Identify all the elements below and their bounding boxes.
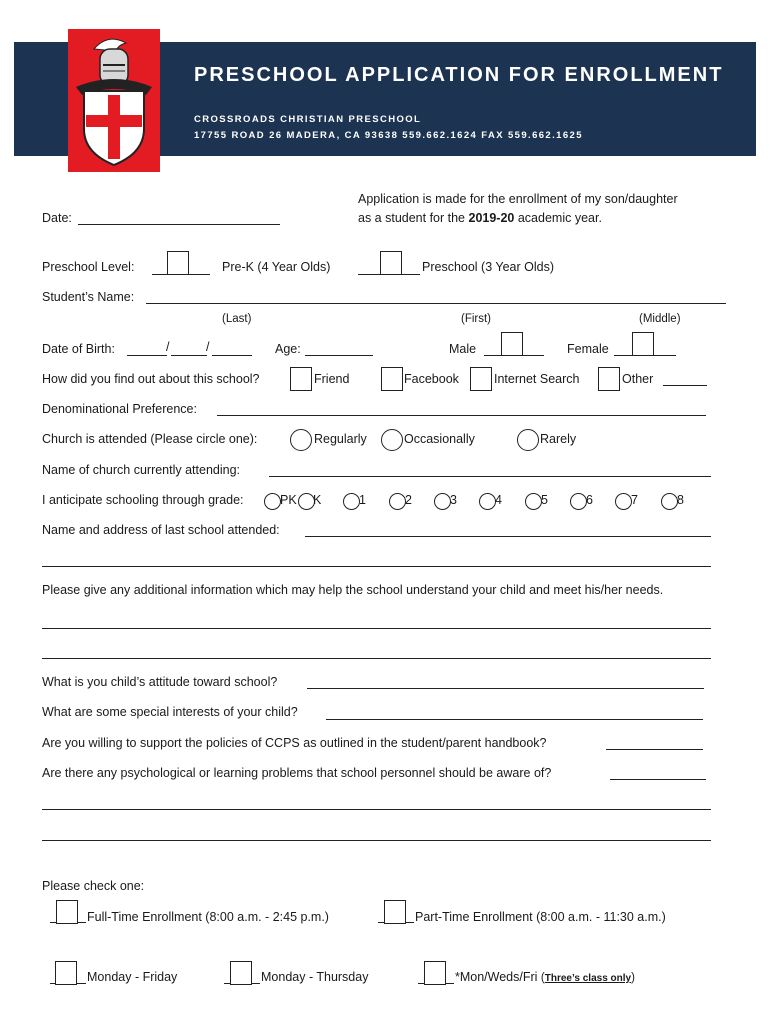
grade-7-label: 7 <box>631 493 638 507</box>
regularly-label: Regularly <box>314 432 367 446</box>
grade-1-radio[interactable] <box>343 493 360 510</box>
grade-5-label: 5 <box>541 493 548 507</box>
dob-label: Date of Birth: <box>42 342 115 356</box>
form-title: PRESCHOOL APPLICATION FOR ENROLLMENT <box>194 64 724 86</box>
grade-6-radio[interactable] <box>570 493 587 510</box>
internet-search-checkbox[interactable] <box>470 367 492 391</box>
check-one-label: Please check one: <box>42 879 145 893</box>
problems-label: Are there any psychological or learning problems that school personnel should be aware of? <box>42 766 552 780</box>
prek-label: Pre-K (4 Year Olds) <box>222 260 331 274</box>
grade-2-label: 2 <box>405 493 412 507</box>
grade-4-label: 4 <box>495 493 502 507</box>
grade-5-radio[interactable] <box>525 493 542 510</box>
prek-checkbox[interactable] <box>167 251 189 275</box>
male-checkbox[interactable] <box>501 332 523 356</box>
mon-thu-checkbox[interactable] <box>230 961 252 985</box>
dob-month-input[interactable] <box>127 355 167 356</box>
facebook-checkbox[interactable] <box>381 367 403 391</box>
male-label: Male <box>449 342 477 356</box>
friend-label: Friend <box>314 372 350 386</box>
preschool-level-label: Preschool Level: <box>42 260 135 274</box>
occasionally-radio[interactable] <box>381 429 403 451</box>
intro-line-1: Application is made for the enrollment of my son/daughter <box>358 192 678 206</box>
interests-input[interactable] <box>326 719 703 720</box>
mon-thu-label: Monday - Thursday <box>261 970 369 984</box>
part-time-checkbox[interactable] <box>384 900 406 924</box>
date-label: Date: <box>42 211 72 225</box>
attitude-input[interactable] <box>307 688 704 689</box>
grade-4-radio[interactable] <box>479 493 496 510</box>
threes-class-note: Three’s class only <box>544 973 632 984</box>
grade-2-radio[interactable] <box>389 493 406 510</box>
problems-input[interactable] <box>610 779 706 780</box>
additional-info-input-line-1[interactable] <box>42 628 711 629</box>
other-input[interactable] <box>663 385 707 386</box>
rarely-radio[interactable] <box>517 429 539 451</box>
problems-input-line-2[interactable] <box>42 809 711 810</box>
grade-k-label: K <box>313 493 322 507</box>
additional-info-input-line-2[interactable] <box>42 658 711 659</box>
other-label: Other <box>622 372 654 386</box>
mwf-checkbox[interactable] <box>424 961 446 985</box>
grade-8-label: 8 <box>677 493 684 507</box>
last-name-caption: (Last) <box>222 313 252 325</box>
interests-label: What are some special interests of your child? <box>42 705 298 719</box>
last-school-input-line-2[interactable] <box>42 566 711 567</box>
female-label: Female <box>567 342 609 356</box>
mon-fri-label: Monday - Friday <box>87 970 178 984</box>
full-time-checkbox[interactable] <box>56 900 78 924</box>
dob-slash: / <box>166 340 170 354</box>
policies-input[interactable] <box>606 749 703 750</box>
rarely-label: Rarely <box>540 432 577 446</box>
female-checkbox[interactable] <box>632 332 654 356</box>
last-school-input[interactable] <box>305 536 711 537</box>
find-out-question: How did you find out about this school? <box>42 372 260 386</box>
mwf-label: *Mon/Weds/Fri (Three’s class only) <box>455 970 635 984</box>
grade-1-label: 1 <box>359 493 366 507</box>
friend-checkbox[interactable] <box>290 367 312 391</box>
church-name-input[interactable] <box>269 476 711 477</box>
last-school-label: Name and address of last school attended: <box>42 523 280 537</box>
full-time-label: Full-Time Enrollment (8:00 a.m. - 2:45 p.m.) <box>87 910 329 924</box>
school-address: 17755 ROAD 26 MADERA, CA 93638 559.662.1624 FAX 559.662.1625 <box>194 130 583 141</box>
occasionally-label: Occasionally <box>404 432 475 446</box>
grade-3-radio[interactable] <box>434 493 451 510</box>
grade-pk-radio[interactable] <box>264 493 281 510</box>
attitude-label: What is you child’s attitude toward school? <box>42 675 278 689</box>
grade-3-label: 3 <box>450 493 457 507</box>
additional-info-label: Please give any additional information which may help the school understand your child and meet his/her needs. <box>42 583 664 597</box>
date-input[interactable] <box>78 224 280 225</box>
internet-search-label: Internet Search <box>494 372 580 386</box>
dob-slash: / <box>206 340 210 354</box>
age-label: Age: <box>275 342 301 356</box>
preschool-label: Preschool (3 Year Olds) <box>422 260 555 274</box>
problems-input-line-3[interactable] <box>42 840 711 841</box>
grade-8-radio[interactable] <box>661 493 678 510</box>
facebook-label: Facebook <box>404 372 459 386</box>
denomination-input[interactable] <box>217 415 706 416</box>
regularly-radio[interactable] <box>290 429 312 451</box>
grade-pk-label: PK <box>280 493 297 507</box>
school-name: CROSSROADS CHRISTIAN PRESCHOOL <box>194 114 422 125</box>
dob-day-input[interactable] <box>171 355 207 356</box>
grade-7-radio[interactable] <box>615 493 632 510</box>
other-checkbox[interactable] <box>598 367 620 391</box>
church-name-label: Name of church currently attending: <box>42 463 241 477</box>
schooling-grade-label: I anticipate schooling through grade: <box>42 493 244 507</box>
student-name-input[interactable] <box>146 303 726 304</box>
policies-label: Are you willing to support the policies of CCPS as outlined in the student/parent handbook? <box>42 736 547 750</box>
dob-year-input[interactable] <box>212 355 252 356</box>
grade-6-label: 6 <box>586 493 593 507</box>
part-time-label: Part-Time Enrollment (8:00 a.m. - 11:30 a.m.) <box>415 910 666 924</box>
first-name-caption: (First) <box>461 313 492 325</box>
church-attendance-label: Church is attended (Please circle one): <box>42 432 258 446</box>
intro-line-2: as a student for the 2019-20 academic year. <box>358 211 602 225</box>
middle-name-caption: (Middle) <box>639 313 681 325</box>
age-input[interactable] <box>305 355 373 356</box>
denomination-label: Denominational Preference: <box>42 402 197 416</box>
preschool-checkbox[interactable] <box>380 251 402 275</box>
student-name-label: Student’s Name: <box>42 290 135 304</box>
mon-fri-checkbox[interactable] <box>55 961 77 985</box>
knight-shield-cross-icon <box>68 29 160 172</box>
